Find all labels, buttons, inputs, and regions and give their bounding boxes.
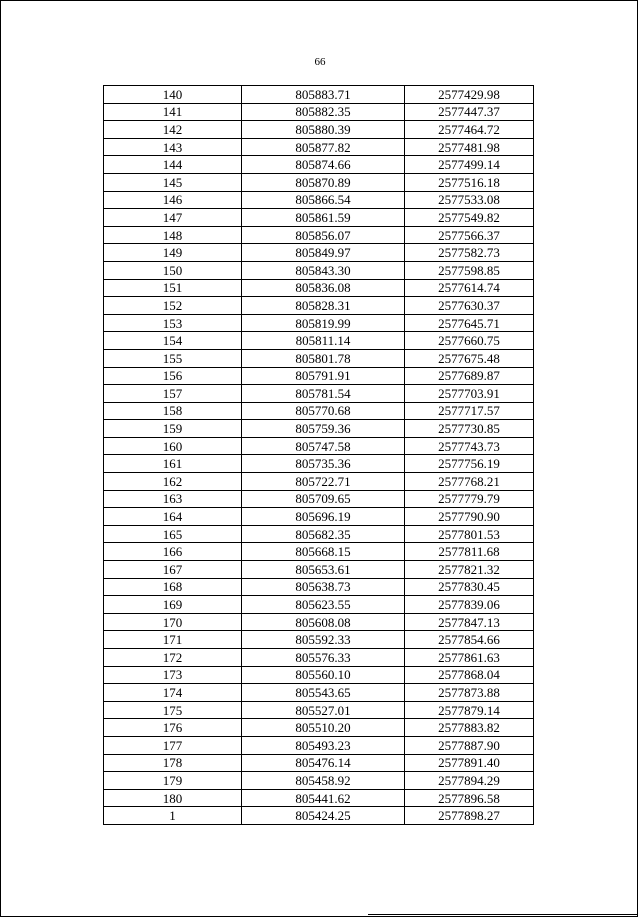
x-coordinate-cell: 805849.97 bbox=[242, 244, 405, 262]
y-coordinate-cell: 2577566.37 bbox=[405, 226, 534, 244]
x-coordinate-cell: 805527.01 bbox=[242, 701, 405, 719]
table-row bbox=[104, 156, 534, 174]
point-number-cell: 140 bbox=[104, 86, 242, 104]
point-number-cell: 180 bbox=[104, 789, 242, 807]
y-coordinate-cell: 2577801.53 bbox=[405, 525, 534, 543]
y-coordinate-cell: 2577790.90 bbox=[405, 508, 534, 526]
table-row bbox=[104, 631, 534, 649]
table-row bbox=[104, 613, 534, 631]
x-coordinate-cell: 805874.66 bbox=[242, 156, 405, 174]
point-number-cell: 171 bbox=[104, 631, 242, 649]
x-coordinate-cell: 805861.59 bbox=[242, 209, 405, 227]
x-coordinate-cell: 805836.08 bbox=[242, 279, 405, 297]
y-coordinate-cell: 2577582.73 bbox=[405, 244, 534, 262]
x-coordinate-cell: 805843.30 bbox=[242, 261, 405, 279]
y-coordinate-cell: 2577660.75 bbox=[405, 332, 534, 350]
x-coordinate-cell: 805476.14 bbox=[242, 754, 405, 772]
point-number-cell: 141 bbox=[104, 103, 242, 121]
y-coordinate-cell: 2577847.13 bbox=[405, 613, 534, 631]
x-coordinate-cell: 805510.20 bbox=[242, 719, 405, 737]
y-coordinate-cell: 2577703.91 bbox=[405, 385, 534, 403]
table-row bbox=[104, 789, 534, 807]
point-number-cell: 167 bbox=[104, 561, 242, 579]
table-row bbox=[104, 385, 534, 403]
x-coordinate-cell: 805781.54 bbox=[242, 385, 405, 403]
y-coordinate-cell: 2577854.66 bbox=[405, 631, 534, 649]
x-coordinate-cell: 805770.68 bbox=[242, 402, 405, 420]
x-coordinate-cell: 805441.62 bbox=[242, 789, 405, 807]
x-coordinate-cell: 805576.33 bbox=[242, 649, 405, 667]
table-row bbox=[104, 226, 534, 244]
point-number-cell: 168 bbox=[104, 578, 242, 596]
x-coordinate-cell: 805759.36 bbox=[242, 420, 405, 438]
x-coordinate-cell: 805560.10 bbox=[242, 666, 405, 684]
point-number-cell: 146 bbox=[104, 191, 242, 209]
y-coordinate-cell: 2577811.68 bbox=[405, 543, 534, 561]
x-coordinate-cell: 805791.91 bbox=[242, 367, 405, 385]
point-number-cell: 157 bbox=[104, 385, 242, 403]
point-number-cell: 160 bbox=[104, 437, 242, 455]
table-row bbox=[104, 736, 534, 754]
table-row bbox=[104, 525, 534, 543]
y-coordinate-cell: 2577499.14 bbox=[405, 156, 534, 174]
point-number-cell: 172 bbox=[104, 649, 242, 667]
point-number-cell: 151 bbox=[104, 279, 242, 297]
point-number-cell: 170 bbox=[104, 613, 242, 631]
table-row bbox=[104, 297, 534, 315]
table-row bbox=[104, 649, 534, 667]
point-number-cell: 145 bbox=[104, 173, 242, 191]
point-number-cell: 142 bbox=[104, 121, 242, 139]
table-row bbox=[104, 314, 534, 332]
table-row bbox=[104, 754, 534, 772]
table-row bbox=[104, 666, 534, 684]
y-coordinate-cell: 2577481.98 bbox=[405, 138, 534, 156]
y-coordinate-cell: 2577861.63 bbox=[405, 649, 534, 667]
x-coordinate-cell: 805866.54 bbox=[242, 191, 405, 209]
point-number-cell: 159 bbox=[104, 420, 242, 438]
y-coordinate-cell: 2577887.90 bbox=[405, 736, 534, 754]
point-number-cell: 173 bbox=[104, 666, 242, 684]
y-coordinate-cell: 2577868.04 bbox=[405, 666, 534, 684]
table-row bbox=[104, 772, 534, 790]
y-coordinate-cell: 2577675.48 bbox=[405, 349, 534, 367]
point-number-cell: 153 bbox=[104, 314, 242, 332]
point-number-cell: 178 bbox=[104, 754, 242, 772]
x-coordinate-cell: 805828.31 bbox=[242, 297, 405, 315]
point-number-cell: 163 bbox=[104, 490, 242, 508]
x-coordinate-cell: 805747.58 bbox=[242, 437, 405, 455]
y-coordinate-cell: 2577614.74 bbox=[405, 279, 534, 297]
x-coordinate-cell: 805592.33 bbox=[242, 631, 405, 649]
point-number-cell: 176 bbox=[104, 719, 242, 737]
x-coordinate-cell: 805543.65 bbox=[242, 684, 405, 702]
point-number-cell: 149 bbox=[104, 244, 242, 262]
x-coordinate-cell: 805709.65 bbox=[242, 490, 405, 508]
point-number-cell: 158 bbox=[104, 402, 242, 420]
y-coordinate-cell: 2577645.71 bbox=[405, 314, 534, 332]
table-row bbox=[104, 349, 534, 367]
x-coordinate-cell: 805638.73 bbox=[242, 578, 405, 596]
x-coordinate-cell: 805883.71 bbox=[242, 86, 405, 104]
table-row bbox=[104, 578, 534, 596]
y-coordinate-cell: 2577883.82 bbox=[405, 719, 534, 737]
x-coordinate-cell: 805623.55 bbox=[242, 596, 405, 614]
point-number-cell: 166 bbox=[104, 543, 242, 561]
point-number-cell: 152 bbox=[104, 297, 242, 315]
x-coordinate-cell: 805682.35 bbox=[242, 525, 405, 543]
coordinates-table bbox=[103, 85, 534, 825]
table-row bbox=[104, 332, 534, 350]
y-coordinate-cell: 2577839.06 bbox=[405, 596, 534, 614]
table-row bbox=[104, 596, 534, 614]
y-coordinate-cell: 2577879.14 bbox=[405, 701, 534, 719]
y-coordinate-cell: 2577768.21 bbox=[405, 473, 534, 491]
point-number-cell: 143 bbox=[104, 138, 242, 156]
point-number-cell: 164 bbox=[104, 508, 242, 526]
y-coordinate-cell: 2577821.32 bbox=[405, 561, 534, 579]
table-row bbox=[104, 244, 534, 262]
y-coordinate-cell: 2577891.40 bbox=[405, 754, 534, 772]
point-number-cell: 147 bbox=[104, 209, 242, 227]
point-number-cell: 150 bbox=[104, 261, 242, 279]
table-row bbox=[104, 103, 534, 121]
x-coordinate-cell: 805801.78 bbox=[242, 349, 405, 367]
y-coordinate-cell: 2577447.37 bbox=[405, 103, 534, 121]
table-row bbox=[104, 473, 534, 491]
y-coordinate-cell: 2577896.58 bbox=[405, 789, 534, 807]
y-coordinate-cell: 2577894.29 bbox=[405, 772, 534, 790]
point-number-cell: 177 bbox=[104, 736, 242, 754]
x-coordinate-cell: 805882.35 bbox=[242, 103, 405, 121]
table-row bbox=[104, 437, 534, 455]
table-row bbox=[104, 209, 534, 227]
point-number-cell: 155 bbox=[104, 349, 242, 367]
table-row bbox=[104, 138, 534, 156]
table-row bbox=[104, 561, 534, 579]
point-number-cell: 162 bbox=[104, 473, 242, 491]
y-coordinate-cell: 2577689.87 bbox=[405, 367, 534, 385]
point-number-cell: 1 bbox=[104, 807, 242, 825]
table-row bbox=[104, 121, 534, 139]
table-row bbox=[104, 508, 534, 526]
table-row bbox=[104, 420, 534, 438]
table-row bbox=[104, 261, 534, 279]
y-coordinate-cell: 2577464.72 bbox=[405, 121, 534, 139]
page-number: 66 bbox=[314, 56, 326, 68]
coordinates-table-body bbox=[104, 86, 534, 825]
point-number-cell: 161 bbox=[104, 455, 242, 473]
table-row bbox=[104, 86, 534, 104]
table-row bbox=[104, 173, 534, 191]
x-coordinate-cell: 805880.39 bbox=[242, 121, 405, 139]
table-row bbox=[104, 191, 534, 209]
point-number-cell: 175 bbox=[104, 701, 242, 719]
x-coordinate-cell: 805877.82 bbox=[242, 138, 405, 156]
table-row bbox=[104, 807, 534, 825]
x-coordinate-cell: 805696.19 bbox=[242, 508, 405, 526]
x-coordinate-cell: 805811.14 bbox=[242, 332, 405, 350]
table-row bbox=[104, 543, 534, 561]
x-coordinate-cell: 805653.61 bbox=[242, 561, 405, 579]
x-coordinate-cell: 805735.36 bbox=[242, 455, 405, 473]
table-row bbox=[104, 455, 534, 473]
x-coordinate-cell: 805870.89 bbox=[242, 173, 405, 191]
y-coordinate-cell: 2577429.98 bbox=[405, 86, 534, 104]
y-coordinate-cell: 2577830.45 bbox=[405, 578, 534, 596]
x-coordinate-cell: 805424.25 bbox=[242, 807, 405, 825]
point-number-cell: 148 bbox=[104, 226, 242, 244]
point-number-cell: 154 bbox=[104, 332, 242, 350]
y-coordinate-cell: 2577873.88 bbox=[405, 684, 534, 702]
point-number-cell: 174 bbox=[104, 684, 242, 702]
table-row bbox=[104, 719, 534, 737]
y-coordinate-cell: 2577549.82 bbox=[405, 209, 534, 227]
bottom-edge-line bbox=[368, 914, 638, 915]
x-coordinate-cell: 805722.71 bbox=[242, 473, 405, 491]
x-coordinate-cell: 805819.99 bbox=[242, 314, 405, 332]
x-coordinate-cell: 805458.92 bbox=[242, 772, 405, 790]
y-coordinate-cell: 2577717.57 bbox=[405, 402, 534, 420]
y-coordinate-cell: 2577630.37 bbox=[405, 297, 534, 315]
point-number-cell: 144 bbox=[104, 156, 242, 174]
x-coordinate-cell: 805493.23 bbox=[242, 736, 405, 754]
table-row bbox=[104, 490, 534, 508]
y-coordinate-cell: 2577756.19 bbox=[405, 455, 534, 473]
x-coordinate-cell: 805668.15 bbox=[242, 543, 405, 561]
table-row bbox=[104, 367, 534, 385]
y-coordinate-cell: 2577730.85 bbox=[405, 420, 534, 438]
x-coordinate-cell: 805608.08 bbox=[242, 613, 405, 631]
y-coordinate-cell: 2577516.18 bbox=[405, 173, 534, 191]
y-coordinate-cell: 2577779.79 bbox=[405, 490, 534, 508]
table-row bbox=[104, 684, 534, 702]
point-number-cell: 156 bbox=[104, 367, 242, 385]
x-coordinate-cell: 805856.07 bbox=[242, 226, 405, 244]
point-number-cell: 165 bbox=[104, 525, 242, 543]
y-coordinate-cell: 2577598.85 bbox=[405, 261, 534, 279]
table-row bbox=[104, 279, 534, 297]
table-row bbox=[104, 701, 534, 719]
y-coordinate-cell: 2577743.73 bbox=[405, 437, 534, 455]
y-coordinate-cell: 2577898.27 bbox=[405, 807, 534, 825]
table-row bbox=[104, 402, 534, 420]
y-coordinate-cell: 2577533.08 bbox=[405, 191, 534, 209]
point-number-cell: 179 bbox=[104, 772, 242, 790]
point-number-cell: 169 bbox=[104, 596, 242, 614]
